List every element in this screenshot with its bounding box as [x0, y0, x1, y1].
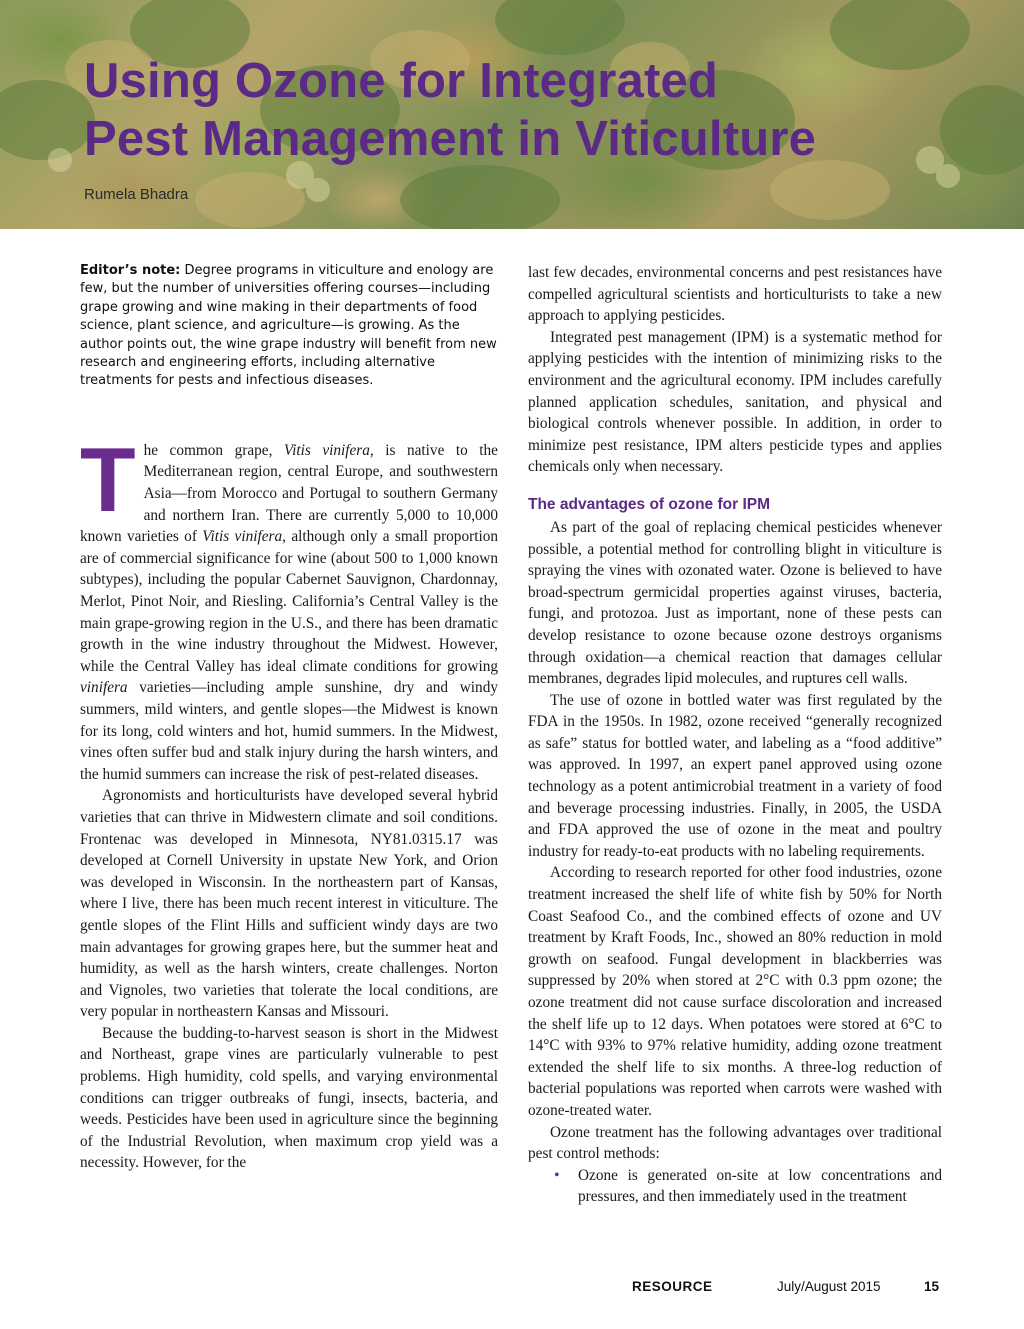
paragraph-2: Agronomists and horticulturists have developed several hybrid varieties that can thrive in Midwestern climate and soil conditions. Frontenac was developed in Minnesota, NY81.0315.17 was developed at Cornell University in upstate New York, and Orion was developed in Wisconsin. In the northeastern part of Kansas, where I live, there has been much recent interest in viticulture. The gentle slopes of the Flint Hills and sufficient windy days are two main advantages for growing grapes here, but the summer heat and humidity, as well as the harsh winters, create challenges. Norton and Vignoles, two varieties that tolerate the local conditions, are very popular in northeastern Kansas and Missouri.	[80, 787, 498, 1021]
editors-note	[80, 262, 498, 391]
paragraph-continued: last few decades, environmental concerns and pest resistances have compelled agricultural scientists and horticulturists to take a new approach to applying pesticides.	[528, 264, 942, 325]
paragraph-1	[80, 429, 498, 786]
paragraph-ozone-intro: As part of the goal of replacing chemical pesticides whenever possible, a potential method for controlling blight in viticulture is spraying the vines with ozonated water. Ozone is believed to have broad-spectrum germicidal properties against viruses, bacteria, fungi, and protozoa. Just as important, none of these pests can develop resistance to ozone because ozone destroys organisms through oxidation—a chemical reaction that damages cellular membranes, degrades lipid molecules, and ruptures cell walls.	[528, 518, 942, 688]
paragraph-1-text-a: he common grape,	[143, 441, 284, 459]
page-number: 15	[924, 1279, 940, 1294]
paragraph-1-text-b: , is native to the Mediterranean region, central Europe, and southwestern Asia—from Morocco and Portugal to southern Germany and northern Iran. There are currently 5,000 to 10,000 known varieties of	[80, 441, 498, 546]
article-intro	[80, 429, 498, 786]
issue-date: July/August 2015	[777, 1279, 881, 1294]
paragraph-ozone-history: The use of ozone in bottled water was first regulated by the FDA in the 1950s. In 1982, ozone received “generally recognized as safe” status for bottled water, and labeling as a “food additive” was approved. In 1997, an expert panel approved using ozone technology as a potent antimicrobial treatment in a variety of food and beverage processing industries. Finally, in 2005, the USDA and FDA approved the use of ozone in the meat and poultry industry for ready-to-eat products with no labeling requirements.	[528, 691, 942, 860]
advantages-list	[528, 1165, 942, 1208]
editors-note-label: Editor’s note:	[80, 263, 181, 278]
list-item-text: Ozone is generated on-site at low concentrations and pressures, and then immediately used in the treatment	[578, 1166, 942, 1206]
author-name: Rumela Bhadra	[84, 186, 189, 203]
title-line-1: Using Ozone for Integrated	[84, 54, 719, 108]
species-name: vinifera	[80, 679, 128, 697]
paragraph-advantages: Ozone treatment has the following advantages over traditional pest control methods:	[528, 1123, 942, 1163]
bullet-icon: •	[554, 1166, 560, 1184]
title-line-2: Pest Management in Viticulture	[84, 112, 817, 166]
species-name: Vitis vinifera	[283, 441, 370, 459]
header-banner	[0, 0, 1024, 229]
editors-note-text: Degree programs in viticulture and enology are few, but the number of universities offering courses—including grape growing and wine making in their departments of food science, plant science, and agriculture—is growing. As the author points out, the wine grape industry will benefit from new research and engineering efforts, including alternative treatments for pests and infectious diseases.	[80, 263, 497, 389]
left-column	[80, 262, 498, 1174]
species-name: Vitis vinifera	[202, 528, 283, 546]
list-item	[554, 1165, 942, 1208]
page-footer	[0, 1279, 1024, 1299]
section-heading: The advantages of ozone for IPM	[528, 495, 770, 513]
magazine-name: RESOURCE	[632, 1279, 713, 1294]
article-title	[84, 52, 816, 168]
paragraph-1-text-d: varieties—including ample sunshine, dry and windy summers, mild winters, and gentle slopes—the Midwest is known for its long, cold winters and hot, humid summers. In the Midwest, vines often suffer bud and stalk injury during the harsh winters, and the humid summers can increase the risk of pest-related diseases.	[80, 679, 498, 783]
paragraph-1-text-c: , although only a small proportion are of commercial significance for wine (about 500 to 1,000 known subtypes), including the popular Cabernet Sauvignon, Chardonnay, Merlot, Pinot Noir, and Riesling. California’s Central Valley is the main grape-growing region in the U.S., and there has been dramatic growth in the wine industry throughout the Midwest. However, while the Central Valley has ideal climate conditions for growing	[80, 528, 498, 675]
paragraph-3: Because the budding-to-harvest season is short in the Midwest and Northeast, grape vines are particularly vulnerable to pest problems. High humidity, cold spells, and varying environmental conditions can trigger outbreaks of fungi, insects, bacteria, and weeds. Pesticides have been used in agriculture since the beginning of the Industrial Revolution, when maximum crop yield was a necessity. However, for the	[80, 1024, 498, 1172]
paragraph-ozone-research: According to research reported for other food industries, ozone treatment increased the shelf life of white fish by 50% for North Coast Seafood Co., and the combined effects of ozone and UV treatment by Kraft Foods, Inc., showed an 80% reduction in mold growth on seafood. Fungal development in blackberries was suppressed by 20% when stored at 2°C with 0.3 ppm ozone; the ozone treatment did not cause surface discoloration and increased the shelf life up to 12 days. When potatoes were stored at 6°C to 14°C with 93% to 97% relative humidity, adding ozone treatment extended the shelf life to six months. A three-log reduction of bacterial populations was reported when carrots were washed with ozone-treated water.	[528, 864, 942, 1119]
right-column	[528, 262, 942, 1208]
paragraph-ipm: Integrated pest management (IPM) is a systematic method for applying pesticides with the intention of minimizing risks to the environment and the agricultural economy. IPM includes carefully planned application schedules, sanitation, and physical and biological controls whenever possible. In addition, in order to minimize pest resistance, IPM alters pesticide types and applies chemicals only when necessary.	[528, 328, 942, 476]
drop-cap: T	[80, 429, 136, 531]
